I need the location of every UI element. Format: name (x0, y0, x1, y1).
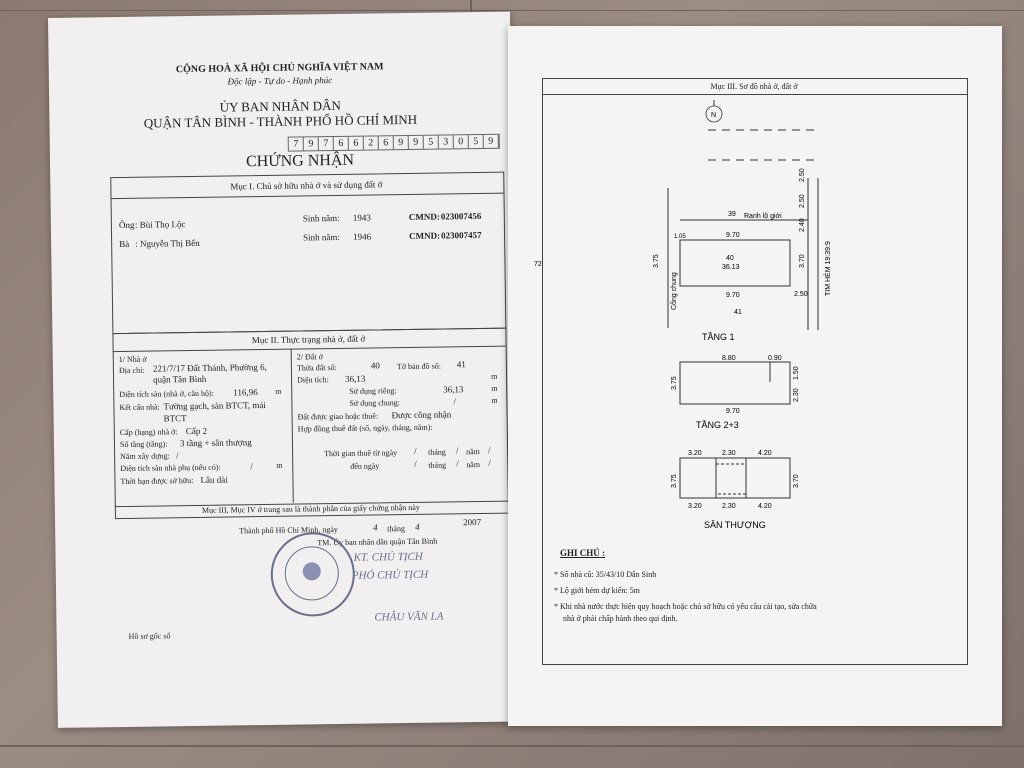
lease-contract-label: Hợp đồng thuê đất (số, ngày, tháng, năm): (297, 422, 433, 434)
district-title: QUẬN TÂN BÌNH - THÀNH PHỐ HỒ CHÍ MINH (143, 111, 418, 131)
plot-number: 40 (370, 360, 380, 371)
lease-from-label: Thời gian thuê từ ngày (324, 448, 398, 459)
land-title: 2/ Đất ở (296, 352, 323, 362)
serial-digit: 7 (319, 137, 334, 150)
section3-heading: Mục III. Sơ đồ nhà ở, đất ở (710, 82, 798, 91)
serial-digit: 3 (439, 135, 454, 148)
roof-dim-top-1: 3.20 (688, 450, 702, 457)
motto: Độc lập - Tự do - Hạnh phúc (227, 75, 333, 87)
owner1-id: 023007456 (440, 210, 482, 222)
owner1-birth-label: Sinh năm: (302, 212, 340, 224)
serial-digit: 5 (469, 135, 484, 148)
lease-to-year: / (488, 457, 491, 468)
floor1-dim-right-top3: 2.50 (799, 168, 806, 182)
floor23-dim-right2: 2.30 (793, 388, 800, 402)
neighbor-top: 39 (728, 211, 736, 218)
floor23-caption: TẦNG 2+3 (696, 420, 739, 430)
map-number: 41 (456, 359, 466, 370)
serial-digit: 6 (334, 137, 349, 150)
section2-heading: Mục II. Thực trạng nhà ở, đất ở (251, 333, 366, 346)
floor1-dim-right-top: 2.40 (799, 218, 806, 232)
roof-outline (680, 458, 790, 498)
issue-month: 4 (415, 521, 420, 532)
roof-dim-bottom-3: 4.20 (758, 503, 772, 510)
roof-dim-left: 3.75 (671, 474, 678, 488)
shared-use-label: Sử dụng chung: (349, 398, 401, 408)
floor23-dim-right1: 1.50 (793, 366, 800, 380)
plot-label: Thửa đất số: (296, 363, 337, 373)
serial-digit: 7 (289, 137, 304, 150)
place-date-prefix: Thành phố Hồ Chí Minh, ngày (239, 525, 338, 536)
floor23-dim-left: 3.75 (671, 376, 678, 390)
roof-dim-bottom-1: 3.20 (688, 503, 702, 510)
note-2: Lộ giới hẻm dự kiến: 5m (560, 586, 640, 595)
aux-area-unit: m (276, 460, 283, 470)
floor23-dim-bottom: 9.70 (726, 408, 740, 415)
owner2-birth: 1946 (353, 231, 372, 242)
lease-from-day: / (414, 445, 417, 456)
notes-title: GHI CHÚ : (560, 548, 605, 558)
private-use: 36,13 (443, 384, 464, 395)
address-line2: quận Tân Bình (152, 373, 207, 385)
serial-number (288, 134, 500, 152)
roof-caption: SÂN THƯỢNG (704, 520, 766, 530)
floor1-dim-right-bottom: 2.50 (794, 291, 808, 298)
issue-day: 4 (373, 522, 378, 533)
serial-digit: 6 (379, 136, 394, 149)
neighbor-left: 72 (534, 261, 542, 268)
committee-title: ỦY BAN NHÂN DÂN (219, 97, 341, 115)
owner2-birth-label: Sinh năm: (303, 231, 340, 243)
floor1-left-edge: 1.05 (674, 234, 686, 240)
serial-digit: 9 (409, 136, 424, 149)
plot-area-label: 36.13 (722, 264, 740, 271)
floor1-outline (680, 240, 790, 286)
republic-heading: CỘNG HOÀ XÃ HỘI CHỦ NGHĨA VIỆT NAM (175, 61, 384, 76)
owner1-name: : Bùi Thọ Lộc (134, 219, 186, 230)
floor-tile-line (0, 745, 1024, 747)
private-use-unit: m (491, 383, 498, 393)
divider (542, 94, 967, 95)
grade: Cấp 2 (185, 425, 208, 437)
floors: 3 tầng + sân thượng (179, 437, 252, 449)
grade-label: Cấp (hạng) nhà ở: (119, 427, 178, 438)
vice-chairman: PHÓ CHỦ TỊCH (351, 568, 429, 582)
lease-to-year-label: năm (466, 460, 481, 470)
section1-heading: Mục I. Chủ sở hữu nhà ở và sử dụng đất ở (230, 179, 383, 192)
floor1-dim-right: 3.70 (799, 254, 806, 268)
floor1-caption: TẦNG 1 (702, 332, 735, 342)
footer-note: Mục III, Mục IV ở trang sau là thành phần của giấy chứng nhận này (201, 502, 420, 515)
assign-value: Được công nhận (391, 409, 452, 421)
serial-digit: 5 (424, 136, 439, 149)
land-area-unit: m (490, 371, 498, 381)
shared-use-unit: m (491, 395, 498, 405)
owner2-id-label: CMND: (409, 230, 441, 241)
owner2-id: 023007457 (441, 229, 482, 241)
floor-tile-line (0, 10, 1024, 11)
owner1-id-label: CMND: (408, 211, 440, 222)
floor1-dim-left: 3.75 (653, 254, 660, 268)
lease-from-year: / (488, 444, 491, 455)
map-label: Tờ bản đồ số: (396, 361, 441, 372)
floor-plan-diagram (534, 100, 918, 530)
certificate-left-page (48, 12, 520, 728)
floor1-dim-top: 9.70 (726, 232, 740, 239)
owner1-birth: 1943 (352, 212, 371, 223)
boundary-label: Ranh lộ giới (744, 213, 782, 220)
serial-digit: 6 (349, 137, 364, 150)
serial-digit: 9 (304, 137, 319, 150)
roof-dim-top-3: 4.20 (758, 450, 772, 457)
lease-to-month: / (456, 458, 459, 469)
lease-to-label: đến ngày (350, 461, 380, 471)
note-4: nhà ở phải chấp hành theo qui định. (563, 614, 678, 623)
floor23-outline (680, 362, 790, 404)
floor1-dim-bottom: 9.70 (726, 292, 740, 299)
official-seal (270, 532, 355, 617)
structure-line1: Tường gạch, sàn BTCT, mái (163, 399, 266, 412)
owner2-name: : Nguyễn Thị Bến (135, 237, 200, 249)
note-1: Số nhà cũ: 35/43/10 Dân Sinh (560, 570, 657, 579)
address-line1: 221/7/17 Đất Thánh, Phường 6, (152, 361, 267, 374)
year-built: / (176, 450, 179, 461)
owner2-prefix: Bà (119, 238, 130, 250)
roof-dim-right: 3.70 (793, 474, 800, 488)
year-label: Năm xây dựng: (120, 451, 170, 462)
certificate-right-page: Mục III. Sơ đồ nhà ở, đất ở N 39 Ranh lộ giới 9.70 9.70 40 36.13 1.05 3.75 3.70 2.50 2.50 2.40 2.50 Cổng chung TIM HẺM 19:39:9 41 72 TẦNG 1 8.80 0.90 9.70 3.75 1.50 2.30 TẦNG 2+3 3.20 2.30 4.20 3.20 2.30 4.20 3.75 3.70 SÂN THƯỢNG GHI CHÚ : * Số nhà cũ: 35/43/10 Dân Sinh * Lộ giới hẻm dự kiến: 5m * Khi nhà nước thực hiện quy hoạch hoặc chủ sở hữu có yêu cầu cải tạo, sửa chữa nhà ở phải chấp hành theo qui định. (508, 26, 1002, 726)
signer-name: CHÂU VĂN LA (374, 610, 444, 624)
assign-label: Đất được giao hoặc thuê: (297, 411, 379, 422)
serial-digit: 9 (394, 136, 409, 149)
issue-year: 2007 (463, 517, 482, 528)
lease-from-year-label: năm (466, 447, 480, 457)
house-title: 1/ Nhà ở (118, 354, 147, 365)
issue-month-label: tháng (387, 524, 406, 534)
floor23-dim-top: 8.80 (722, 355, 736, 362)
roof-dim-top-2: 2.30 (722, 450, 736, 457)
north-label: N (711, 112, 717, 119)
committee-signature-line: TM. Ủy ban nhân dân quận Tân Bình (317, 536, 438, 548)
shared-use: / (453, 396, 456, 407)
area-label: Diện tích: (297, 375, 329, 385)
floors-label: Số tầng (tầng): (119, 439, 168, 450)
note-3: Khi nhà nước thực hiện quy hoạch hoặc chủ sở hữu có yêu cầu cải tạo, sửa chữa (560, 602, 817, 611)
kt-chairman: KT. CHỦ TỊCH (353, 550, 423, 564)
ownership-term-label: Thời hạn được sở hữu: (120, 476, 194, 487)
floor-area-unit: m (275, 386, 282, 396)
serial-digit: 9 (484, 135, 499, 148)
serial-digit: 0 (454, 135, 469, 148)
private-use-label: Sử dụng riêng: (349, 386, 397, 396)
floor23-dim-top-right: 0.90 (768, 355, 782, 362)
certificate-title: CHỨNG NHẬN (245, 151, 355, 171)
alley-label: TIM HẺM 19:39:9 (825, 241, 832, 296)
structure-label: Kết cấu nhà: (119, 402, 160, 413)
lease-to-month-label: tháng (428, 460, 447, 470)
register-label: Hồ sơ gốc số (128, 631, 171, 641)
neighbor-bottom: 41 (734, 309, 742, 316)
owner1-prefix: Ông (118, 219, 135, 231)
lease-to-day: / (414, 458, 417, 469)
ownership-term: Lâu dài (200, 474, 228, 485)
floor1-dim-right-top2: 2.50 (799, 194, 806, 208)
land-area: 36,13 (344, 373, 366, 384)
shared-wall-label: Cổng chung (671, 272, 678, 310)
lease-from-month-label: tháng (428, 447, 446, 457)
serial-digit: 2 (364, 136, 379, 149)
roof-dim-bottom-2: 2.30 (722, 503, 736, 510)
address-label: Địa chỉ: (118, 365, 145, 376)
lease-from-month: / (456, 445, 459, 456)
aux-area: / (250, 461, 253, 472)
structure-line2: BTCT (163, 413, 187, 424)
floor-area: 116,96 (233, 387, 258, 398)
aux-area-label: Diện tích sàn nhà phụ (nếu có): (120, 462, 221, 474)
floor-area-label: Diện tích sàn (nhà ở, căn hộ): (119, 388, 214, 400)
plot-number-label: 40 (726, 255, 734, 262)
